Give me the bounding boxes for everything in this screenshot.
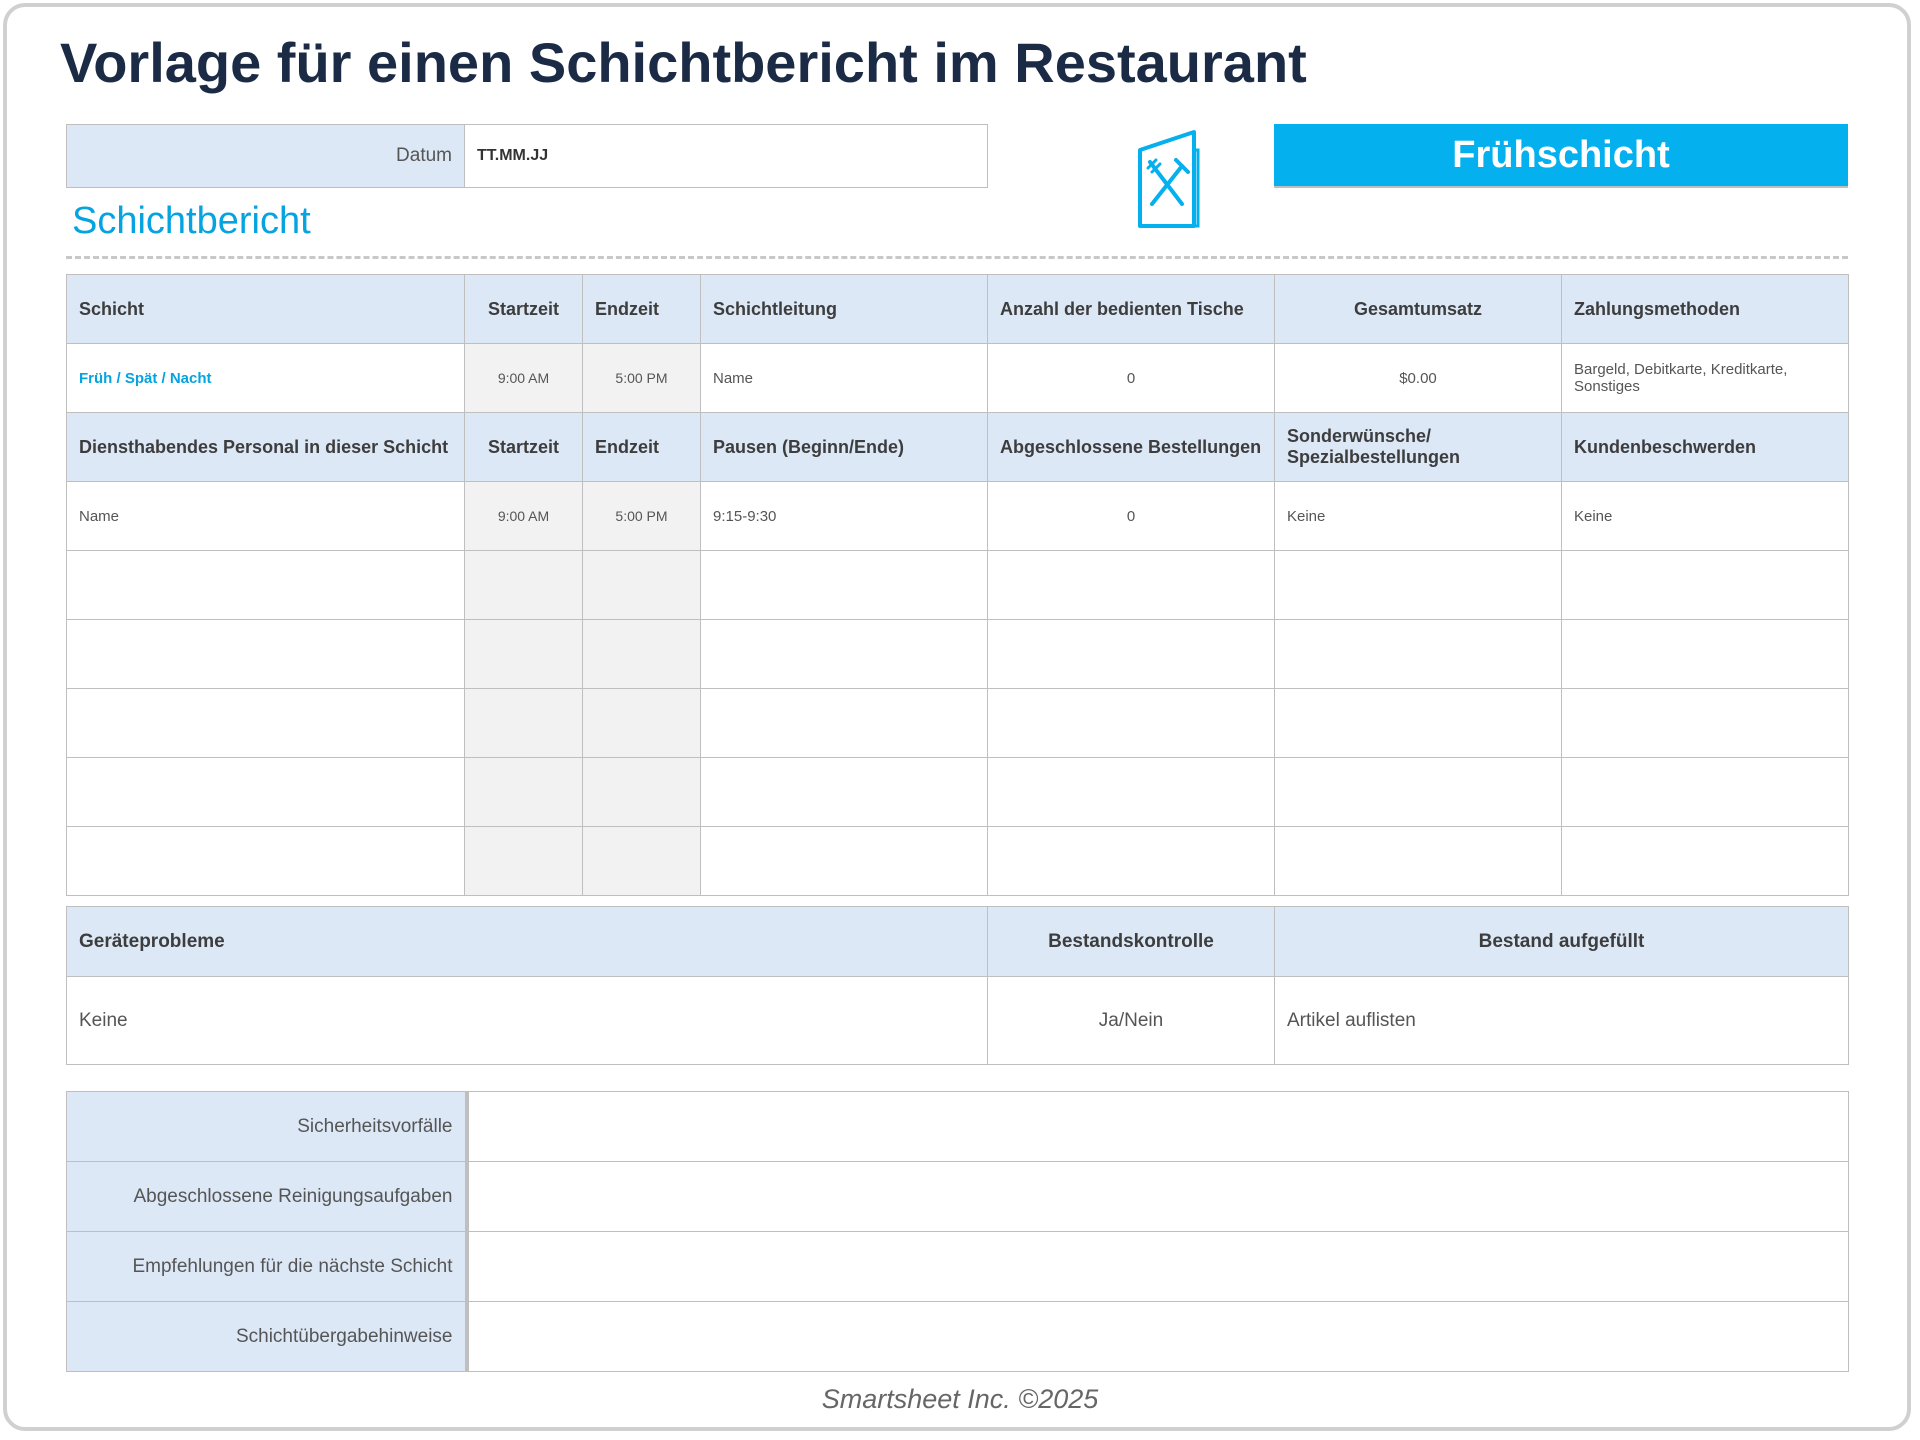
- end-time-cell[interactable]: 5:00 PM: [583, 344, 701, 413]
- table-cell[interactable]: [988, 689, 1275, 758]
- header-cell: Endzeit: [583, 275, 701, 344]
- notes-row: [67, 1092, 1849, 1162]
- table-cell[interactable]: [1275, 551, 1562, 620]
- shift-type-cell[interactable]: Früh / Spät / Nacht: [67, 344, 465, 413]
- header-cell: Sonderwünsche/ Spezialbestellungen: [1275, 413, 1562, 482]
- table-cell[interactable]: [988, 827, 1275, 896]
- table-cell[interactable]: [67, 689, 465, 758]
- table-cell[interactable]: [465, 620, 583, 689]
- table-cell[interactable]: [1562, 758, 1849, 827]
- shift-header-row: [67, 275, 1849, 344]
- staff-row: [67, 551, 1849, 620]
- header-cell: Endzeit: [583, 413, 701, 482]
- special-requests-cell[interactable]: Keine: [1275, 482, 1562, 551]
- end-time-cell[interactable]: 5:00 PM: [583, 482, 701, 551]
- footer-credit: Smartsheet Inc. ©2025: [821, 1384, 1099, 1414]
- header-cell: Abgeschlossene Bestellungen: [988, 413, 1275, 482]
- table-cell[interactable]: [701, 827, 988, 896]
- shift-banner: Frühschicht: [1274, 124, 1848, 188]
- table-cell[interactable]: [583, 758, 701, 827]
- notes-label: Abgeschlossene Reinigungsaufgaben: [67, 1162, 467, 1232]
- table-cell[interactable]: [988, 551, 1275, 620]
- table-cell[interactable]: [583, 620, 701, 689]
- notes-table: [66, 1091, 1849, 1372]
- notes-label: Sicherheitsvorfälle: [67, 1092, 467, 1162]
- table-cell[interactable]: [583, 827, 701, 896]
- notes-input[interactable]: [467, 1092, 1849, 1162]
- table-cell[interactable]: [465, 827, 583, 896]
- notes-input[interactable]: [467, 1302, 1849, 1372]
- table-cell[interactable]: [1562, 620, 1849, 689]
- equipment-issues-cell[interactable]: Keine: [67, 977, 988, 1065]
- staff-row: [67, 620, 1849, 689]
- date-field: [66, 124, 988, 188]
- table-cell[interactable]: [988, 758, 1275, 827]
- notes-input[interactable]: [467, 1232, 1849, 1302]
- tables-served-cell[interactable]: 0: [988, 344, 1275, 413]
- table-cell[interactable]: [1275, 620, 1562, 689]
- table-cell[interactable]: [1562, 827, 1849, 896]
- table-cell[interactable]: [583, 689, 701, 758]
- header-cell: Pausen (Beginn/Ende): [701, 413, 988, 482]
- table-cell[interactable]: [67, 827, 465, 896]
- orders-completed-cell[interactable]: 0: [988, 482, 1275, 551]
- equipment-table: [66, 906, 1849, 1065]
- inventory-check-cell[interactable]: Ja/Nein: [988, 977, 1275, 1065]
- staff-row: [67, 689, 1849, 758]
- header-cell: Zahlungsmethoden: [1562, 275, 1849, 344]
- shift-lead-cell[interactable]: Name: [701, 344, 988, 413]
- header-cell: Schicht: [67, 275, 465, 344]
- equipment-value-row: [67, 977, 1849, 1065]
- header-cell: Kundenbeschwerden: [1562, 413, 1849, 482]
- table-cell[interactable]: [1275, 758, 1562, 827]
- table-cell[interactable]: [67, 758, 465, 827]
- table-cell[interactable]: [465, 551, 583, 620]
- table-cell[interactable]: [1562, 551, 1849, 620]
- staff-row: [67, 482, 1849, 551]
- date-label: Datum: [67, 125, 465, 187]
- table-cell[interactable]: [67, 620, 465, 689]
- total-revenue-cell[interactable]: $0.00: [1275, 344, 1562, 413]
- menu-fork-knife-icon: [1136, 128, 1202, 232]
- dashed-divider: [66, 256, 1848, 259]
- staff-row: [67, 827, 1849, 896]
- staff-row: [67, 758, 1849, 827]
- table-cell[interactable]: [1275, 689, 1562, 758]
- table-cell[interactable]: [701, 620, 988, 689]
- header-cell: Diensthabendes Personal in dieser Schicht: [67, 413, 465, 482]
- payment-methods-cell[interactable]: Bargeld, Debitkarte, Kreditkarte, Sonstiges: [1562, 344, 1849, 413]
- complaints-cell[interactable]: Keine: [1562, 482, 1849, 551]
- section-title: Schichtbericht: [72, 200, 311, 242]
- header-cell: Geräteprobleme: [67, 907, 988, 977]
- table-cell[interactable]: [701, 758, 988, 827]
- staff-name-cell[interactable]: Name: [67, 482, 465, 551]
- header-cell: Bestand aufgefüllt: [1275, 907, 1849, 977]
- header-cell: Schichtleitung: [701, 275, 988, 344]
- table-cell[interactable]: [701, 689, 988, 758]
- notes-label: Schichtübergabehinweise: [67, 1302, 467, 1372]
- header-cell: Gesamtumsatz: [1275, 275, 1562, 344]
- header-cell: Startzeit: [465, 413, 583, 482]
- shift-data-row: [67, 344, 1849, 413]
- equipment-header-row: [67, 907, 1849, 977]
- header-cell: Anzahl der bedienten Tische: [988, 275, 1275, 344]
- staff-header-row: [67, 413, 1849, 482]
- table-cell[interactable]: [583, 551, 701, 620]
- start-time-cell[interactable]: 9:00 AM: [465, 344, 583, 413]
- page-title: Vorlage für einen Schichtbericht im Restaurant: [60, 31, 1307, 94]
- date-input[interactable]: TT.MM.JJ: [477, 147, 549, 164]
- breaks-cell[interactable]: 9:15-9:30: [701, 482, 988, 551]
- header-cell: Startzeit: [465, 275, 583, 344]
- table-cell[interactable]: [465, 689, 583, 758]
- restocked-cell[interactable]: Artikel auflisten: [1275, 977, 1849, 1065]
- table-cell[interactable]: [465, 758, 583, 827]
- table-cell[interactable]: [1275, 827, 1562, 896]
- notes-row: [67, 1162, 1849, 1232]
- table-cell[interactable]: [67, 551, 465, 620]
- table-cell[interactable]: [1562, 689, 1849, 758]
- header-cell: Bestandskontrolle: [988, 907, 1275, 977]
- notes-input[interactable]: [467, 1162, 1849, 1232]
- table-cell[interactable]: [988, 620, 1275, 689]
- shift-report-table: [66, 274, 1849, 896]
- notes-row: [67, 1232, 1849, 1302]
- notes-label: Empfehlungen für die nächste Schicht: [67, 1232, 467, 1302]
- table-cell[interactable]: [701, 551, 988, 620]
- start-time-cell[interactable]: 9:00 AM: [465, 482, 583, 551]
- notes-row: [67, 1302, 1849, 1372]
